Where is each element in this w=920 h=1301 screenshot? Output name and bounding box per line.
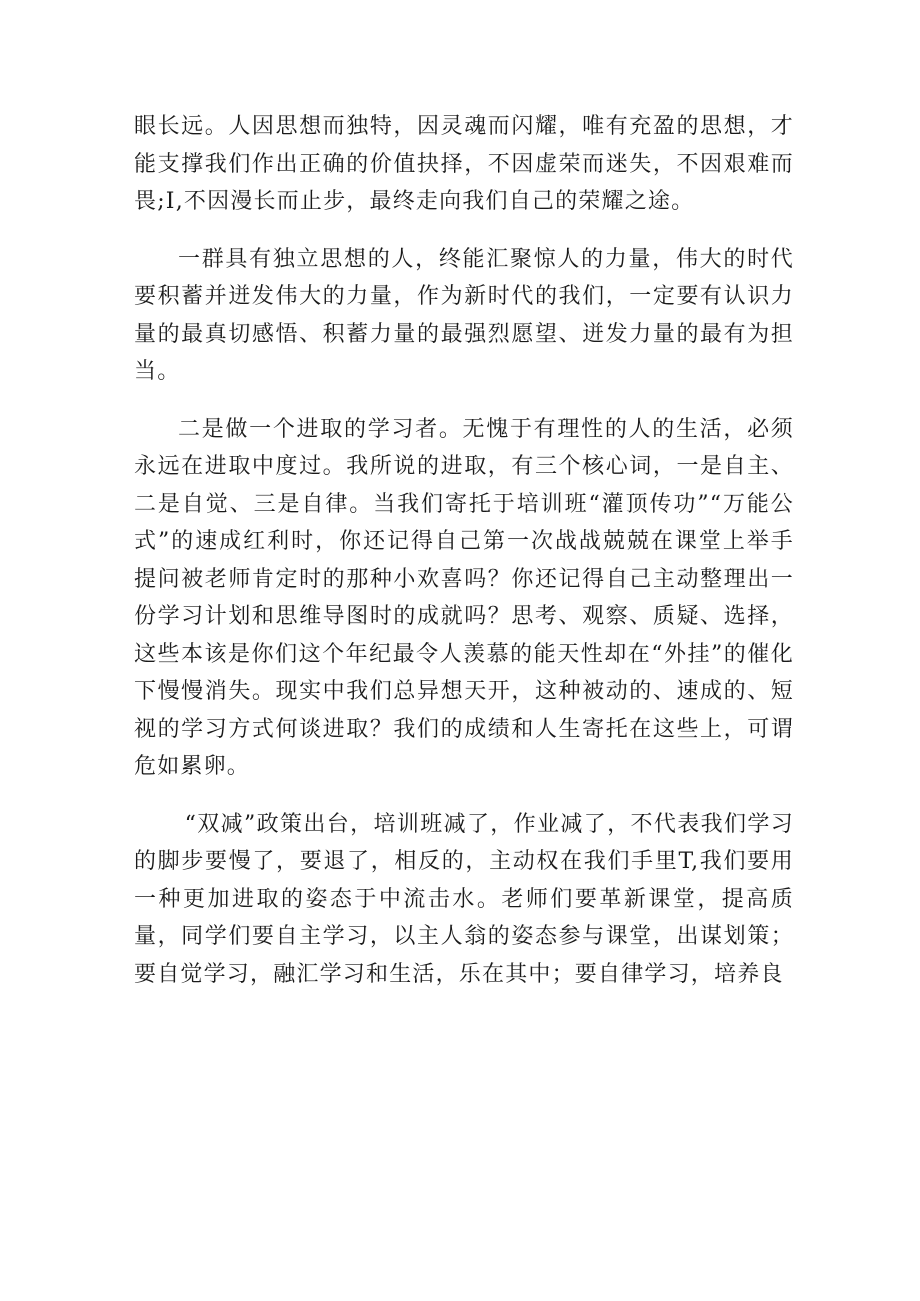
paragraph-2: 一群具有独立思想的人，终能汇聚惊人的力量，伟大的时代要积蓄并迸发伟大的力量，作为新时代的我们，一定要有认识力量的最真切感悟、积蓄力量的最强烈愿望、迸发力量的最有为担当。: [134, 246, 794, 384]
paragraph-1: 眼长远。人因思想而独特，因灵魂而闪耀，唯有充盈的思想，才能支撑我们作出正确的价值抉择，不因虚荣而迷失，不因艰难而畏;I,不因漫长而止步，最终走向我们自己的荣耀之途。: [134, 114, 794, 214]
paragraph-3: 二是做一个进取的学习者。无愧于有理性的人的生活，必须永远在进取中度过。我所说的进取，有三个核心词，一是自主、二是自觉、三是自律。当我们寄托于培训班“灌顶传功”“万能公式”的速成红利时，你还记得自己第一次战战兢兢在课堂上举手提问被老师肯定时的那种小欢喜吗？你还记得自己主动整理出一份学习计划和思维导图时的成就吗？思考、观察、质疑、选择，这些本该是你们这个年纪最令人羡慕的能天性却在“外挂”的催化下慢慢消失。现实中我们总异想天开，这种被动的、速成的、短视的学习方式何谈进取？我们的成绩和人生寄托在这些上，可谓危如累卵。: [134, 416, 794, 779]
paragraph-4: “双减”政策出台，培训班减了，作业减了，不代表我们学习的脚步要慢了，要退了，相反的，主动权在我们手里T,我们要用一种更加进取的姿态于中流击水。老师们要革新课堂，提高质量，同学们要自主学习，以主人翁的姿态参与课堂，出谋划策；要自觉学习，融汇学习和生活，乐在其中；要自律学习，培养良: [134, 811, 794, 987]
document-body: [134, 108, 794, 1013]
